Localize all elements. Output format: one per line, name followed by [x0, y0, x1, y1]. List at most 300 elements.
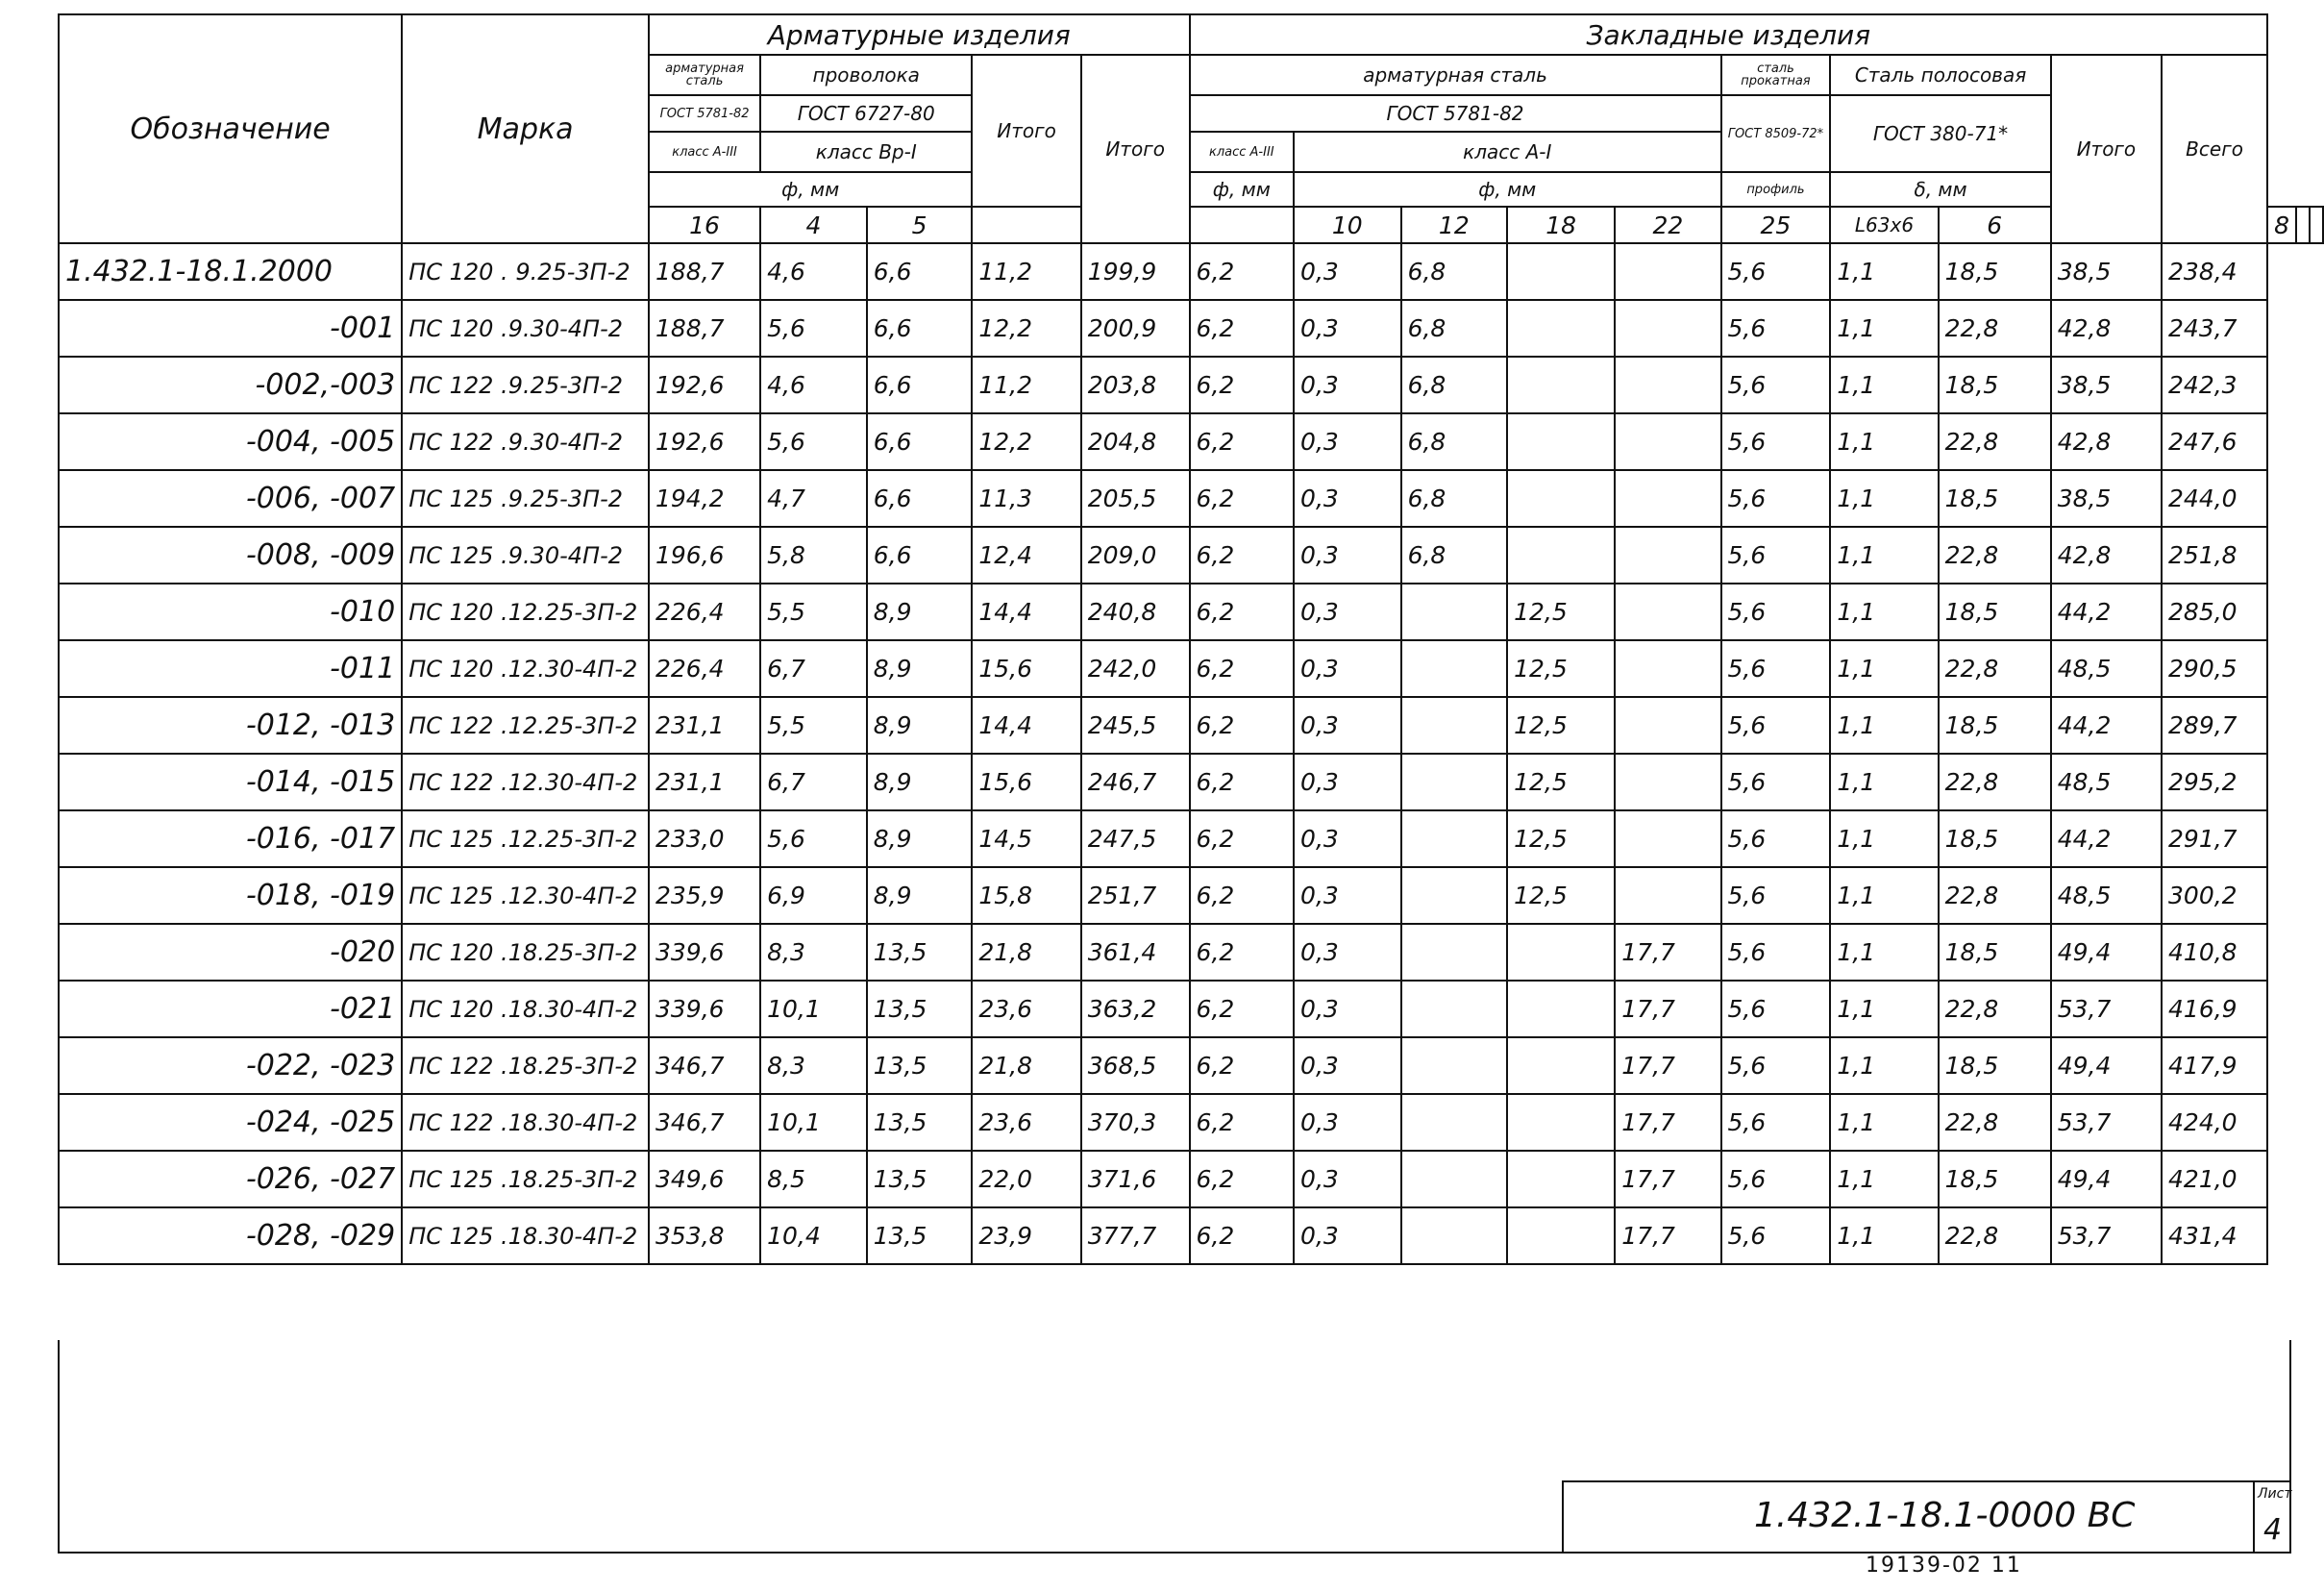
row-cell: 1,1: [1830, 981, 1938, 1037]
row-mark: ПС 125 .9.30-4П-2: [402, 527, 649, 584]
row-mark: ПС 120 .12.25-3П-2: [402, 584, 649, 640]
specification-sheet: [58, 13, 2324, 1265]
row-cell: 0,3: [1294, 810, 1401, 867]
row-cell: 6,2: [1190, 1151, 1295, 1207]
row-cell: 8,9: [867, 640, 973, 697]
row-cell: 6,8: [1401, 527, 1508, 584]
row-cell: 209,0: [1081, 527, 1190, 584]
row-cell: 18,5: [1939, 810, 2051, 867]
row-cell: 13,5: [867, 1207, 973, 1264]
row-cell: 12,5: [1507, 754, 1615, 810]
group-armaturnye: Арматурные изделия: [649, 14, 1190, 55]
row-cell: 1,1: [1830, 754, 1938, 810]
row-cell: 285,0: [2162, 584, 2267, 640]
row-cell: 6,7: [760, 640, 867, 697]
row-cell: 370,3: [1081, 1094, 1190, 1151]
row-cell: 5,5: [760, 584, 867, 640]
row-mark: ПС 120 . 9.25-3П-2: [402, 243, 649, 300]
row-cell: 22,0: [972, 1151, 1080, 1207]
row-cell: 291,7: [2162, 810, 2267, 867]
row-cell: [1507, 1094, 1615, 1151]
row-cell: [1507, 243, 1615, 300]
klass-vpi: класс Вр-I: [760, 132, 972, 172]
row-cell: 18,5: [1939, 584, 2051, 640]
row-cell: 22,8: [1939, 1094, 2051, 1151]
row-cell: 4,7: [760, 470, 867, 527]
row-cell: [1615, 300, 1720, 357]
row-cell: 226,4: [649, 584, 760, 640]
row-cell: 15,6: [972, 754, 1080, 810]
table-row: [59, 1151, 2323, 1207]
row-cell: 4,6: [760, 357, 867, 413]
row-mark: ПС 125 .18.25-3П-2: [402, 1151, 649, 1207]
row-cell: [1615, 867, 1720, 924]
row-cell: 1,1: [1830, 357, 1938, 413]
row-cell: 245,5: [1081, 697, 1190, 754]
row-cell: 17,7: [1615, 1151, 1720, 1207]
row-cell: 10,4: [760, 1207, 867, 1264]
row-cell: 44,2: [2051, 810, 2162, 867]
table-row: [59, 300, 2323, 357]
row-cell: 5,6: [1721, 1207, 1831, 1264]
row-cell: 5,6: [1721, 1151, 1831, 1207]
row-cell: 5,6: [1721, 470, 1831, 527]
row-cell: 377,7: [1081, 1207, 1190, 1264]
row-cell: 17,7: [1615, 924, 1720, 981]
col-marka: Марка: [402, 14, 649, 243]
row-cell: 431,4: [2162, 1207, 2267, 1264]
row-cell: 48,5: [2051, 754, 2162, 810]
row-cell: 6,8: [1401, 300, 1508, 357]
table-row: [59, 754, 2323, 810]
row-cell: 22,8: [1939, 1207, 2051, 1264]
subhead-empty: [2310, 207, 2323, 243]
table-row: [59, 584, 2323, 640]
row-cell: 18,5: [1939, 243, 2051, 300]
row-designation: -011: [59, 640, 402, 697]
row-cell: 6,2: [1190, 300, 1295, 357]
row-cell: [1401, 640, 1508, 697]
row-mark: ПС 125 .18.30-4П-2: [402, 1207, 649, 1264]
table-row: [59, 527, 2323, 584]
row-cell: 44,2: [2051, 697, 2162, 754]
subhead-z-prof: L63х6: [1830, 207, 1938, 243]
row-cell: 0,3: [1294, 867, 1401, 924]
row-cell: 0,3: [1294, 527, 1401, 584]
row-cell: 243,7: [2162, 300, 2267, 357]
row-cell: 204,8: [1081, 413, 1190, 470]
row-cell: 300,2: [2162, 867, 2267, 924]
row-cell: 1,1: [1830, 1207, 1938, 1264]
row-designation: -026, -027: [59, 1151, 402, 1207]
row-cell: [1507, 981, 1615, 1037]
row-cell: [1507, 413, 1615, 470]
row-cell: [1615, 243, 1720, 300]
row-cell: 194,2: [649, 470, 760, 527]
row-cell: 5,8: [760, 527, 867, 584]
row-cell: 48,5: [2051, 867, 2162, 924]
row-cell: 17,7: [1615, 1094, 1720, 1151]
row-cell: 5,6: [1721, 981, 1831, 1037]
row-cell: 5,6: [760, 413, 867, 470]
document-code: 1.432.1-18.1-0000 ВС: [1754, 1496, 2136, 1535]
subhead-arm-d4: 4: [760, 207, 867, 243]
row-cell: 8,5: [760, 1151, 867, 1207]
steel-specification-table: [58, 13, 2324, 1265]
row-cell: 12,5: [1507, 584, 1615, 640]
row-cell: 0,3: [1294, 924, 1401, 981]
gost-5781-small: ГОСТ 5781-82: [649, 95, 760, 132]
row-cell: [1615, 697, 1720, 754]
row-designation: -024, -025: [59, 1094, 402, 1151]
row-cell: [1507, 527, 1615, 584]
col-vsego: Всего: [2162, 55, 2267, 243]
row-cell: 416,9: [2162, 981, 2267, 1037]
row-cell: 53,7: [2051, 1094, 2162, 1151]
row-cell: 6,2: [1190, 1037, 1295, 1094]
row-designation: -018, -019: [59, 867, 402, 924]
row-designation: -012, -013: [59, 697, 402, 754]
row-mark: ПС 120 .18.30-4П-2: [402, 981, 649, 1037]
row-cell: 242,0: [1081, 640, 1190, 697]
row-cell: 5,6: [1721, 357, 1831, 413]
row-cell: 10,1: [760, 981, 867, 1037]
row-cell: 1,1: [1830, 413, 1938, 470]
subhead-z-s8: 8: [2267, 207, 2296, 243]
row-cell: 22,8: [1939, 754, 2051, 810]
row-cell: 363,2: [1081, 981, 1190, 1037]
row-cell: 0,3: [1294, 981, 1401, 1037]
row-cell: [1401, 1151, 1508, 1207]
row-cell: 14,4: [972, 584, 1080, 640]
row-cell: 5,6: [1721, 810, 1831, 867]
row-cell: 1,1: [1830, 924, 1938, 981]
row-mark: ПС 120 .18.25-3П-2: [402, 924, 649, 981]
row-cell: 339,6: [649, 981, 760, 1037]
gost-6727: ГОСТ 6727-80: [760, 95, 972, 132]
row-cell: 18,5: [1939, 1037, 2051, 1094]
row-cell: 1,1: [1830, 1094, 1938, 1151]
row-mark: ПС 125 .12.25-3П-2: [402, 810, 649, 867]
row-cell: 11,2: [972, 243, 1080, 300]
row-cell: 188,7: [649, 300, 760, 357]
row-cell: 6,2: [1190, 810, 1295, 867]
table-row: [59, 357, 2323, 413]
row-cell: 22,8: [1939, 527, 2051, 584]
subhead-empty: [1190, 207, 1295, 243]
row-cell: 11,3: [972, 470, 1080, 527]
row-mark: ПС 122 .9.25-3П-2: [402, 357, 649, 413]
row-cell: 13,5: [867, 1037, 973, 1094]
row-cell: 17,7: [1615, 1207, 1720, 1264]
row-cell: 6,8: [1401, 243, 1508, 300]
row-cell: 5,6: [1721, 413, 1831, 470]
row-cell: 246,7: [1081, 754, 1190, 810]
row-cell: 5,6: [760, 810, 867, 867]
row-cell: 244,0: [2162, 470, 2267, 527]
row-cell: 5,6: [1721, 1094, 1831, 1151]
row-cell: 8,9: [867, 754, 973, 810]
col-itogo-arm: Итого: [972, 55, 1080, 207]
row-cell: 6,2: [1190, 1207, 1295, 1264]
row-designation: -006, -007: [59, 470, 402, 527]
archive-stamp: 19139-02 11: [1866, 1554, 2022, 1578]
row-cell: [1507, 470, 1615, 527]
row-cell: 38,5: [2051, 243, 2162, 300]
row-cell: 13,5: [867, 924, 973, 981]
row-cell: 18,5: [1939, 924, 2051, 981]
row-cell: 247,5: [1081, 810, 1190, 867]
row-designation: -010: [59, 584, 402, 640]
row-cell: 346,7: [649, 1094, 760, 1151]
row-cell: 203,8: [1081, 357, 1190, 413]
row-cell: 192,6: [649, 357, 760, 413]
subhead-z-d12: 12: [1401, 207, 1508, 243]
subhead-z-d22: 22: [1615, 207, 1720, 243]
row-cell: [1615, 754, 1720, 810]
row-cell: 235,9: [649, 867, 760, 924]
row-cell: 18,5: [1939, 697, 2051, 754]
table-header: [59, 14, 2323, 243]
col-itogo-arm-total: Итого: [1081, 55, 1190, 243]
table-row: [59, 1037, 2323, 1094]
row-cell: 49,4: [2051, 1037, 2162, 1094]
table-row: [59, 243, 2323, 300]
row-cell: 0,3: [1294, 1207, 1401, 1264]
row-cell: 6,2: [1190, 867, 1295, 924]
row-cell: 48,5: [2051, 640, 2162, 697]
row-cell: 22,8: [1939, 981, 2051, 1037]
row-cell: 1,1: [1830, 1151, 1938, 1207]
row-cell: 13,5: [867, 981, 973, 1037]
row-mark: ПС 122 .18.25-3П-2: [402, 1037, 649, 1094]
row-cell: 6,2: [1190, 243, 1295, 300]
row-cell: 353,8: [649, 1207, 760, 1264]
table-row: [59, 1094, 2323, 1151]
row-cell: 0,3: [1294, 640, 1401, 697]
row-cell: 0,3: [1294, 697, 1401, 754]
footer-area: [58, 1340, 2291, 1554]
row-cell: 6,6: [867, 243, 973, 300]
row-cell: 53,7: [2051, 1207, 2162, 1264]
row-cell: 192,6: [649, 413, 760, 470]
row-designation: -016, -017: [59, 810, 402, 867]
row-cell: [1507, 924, 1615, 981]
row-cell: 5,6: [1721, 867, 1831, 924]
row-cell: 0,3: [1294, 470, 1401, 527]
row-cell: 13,5: [867, 1151, 973, 1207]
row-cell: 0,3: [1294, 1037, 1401, 1094]
row-cell: 6,2: [1190, 1094, 1295, 1151]
row-cell: 349,6: [649, 1151, 760, 1207]
row-cell: 6,2: [1190, 754, 1295, 810]
sheet-label: Лист: [2258, 1486, 2292, 1502]
row-cell: 188,7: [649, 243, 760, 300]
row-cell: 0,3: [1294, 300, 1401, 357]
row-cell: 410,8: [2162, 924, 2267, 981]
row-cell: 361,4: [1081, 924, 1190, 981]
col-itogo-zakl: Итого: [2051, 55, 2162, 243]
row-cell: 1,1: [1830, 300, 1938, 357]
row-cell: [1401, 924, 1508, 981]
row-cell: 5,6: [1721, 1037, 1831, 1094]
row-cell: 42,8: [2051, 413, 2162, 470]
row-mark: ПС 122 .12.30-4П-2: [402, 754, 649, 810]
row-cell: 5,5: [760, 697, 867, 754]
row-cell: 17,7: [1615, 981, 1720, 1037]
subgroup-provoloka: проволока: [760, 55, 972, 95]
row-cell: 38,5: [2051, 357, 2162, 413]
row-designation: -014, -015: [59, 754, 402, 810]
row-cell: 22,8: [1939, 867, 2051, 924]
row-cell: 8,3: [760, 924, 867, 981]
row-cell: 5,6: [1721, 300, 1831, 357]
row-cell: [1401, 697, 1508, 754]
row-cell: 6,2: [1190, 924, 1295, 981]
row-cell: 14,4: [972, 697, 1080, 754]
row-cell: 5,6: [1721, 584, 1831, 640]
row-cell: 12,5: [1507, 697, 1615, 754]
row-cell: 1,1: [1830, 470, 1938, 527]
table-row: [59, 981, 2323, 1037]
row-cell: 238,4: [2162, 243, 2267, 300]
row-cell: 18,5: [1939, 470, 2051, 527]
table-row: [59, 640, 2323, 697]
row-cell: 14,5: [972, 810, 1080, 867]
row-cell: 23,6: [972, 1094, 1080, 1151]
row-cell: [1401, 867, 1508, 924]
row-cell: 8,3: [760, 1037, 867, 1094]
subhead-empty: [972, 207, 1080, 243]
table-row: [59, 810, 2323, 867]
row-cell: [1401, 1037, 1508, 1094]
diam-zakl-ai: ф, мм: [1294, 172, 1720, 207]
row-cell: 12,5: [1507, 867, 1615, 924]
row-cell: 6,2: [1190, 357, 1295, 413]
row-cell: [1507, 1207, 1615, 1264]
row-designation: -028, -029: [59, 1207, 402, 1264]
row-cell: 6,2: [1190, 640, 1295, 697]
klass-ai: класс A-I: [1294, 132, 1720, 172]
row-designation: -022, -023: [59, 1037, 402, 1094]
subhead-arm-d5: 5: [867, 207, 973, 243]
row-cell: 200,9: [1081, 300, 1190, 357]
table-row: [59, 470, 2323, 527]
row-cell: 8,9: [867, 867, 973, 924]
row-cell: 1,1: [1830, 243, 1938, 300]
row-cell: 368,5: [1081, 1037, 1190, 1094]
row-cell: [1507, 357, 1615, 413]
klass-aiii: класс A-III: [649, 132, 760, 172]
row-cell: 240,8: [1081, 584, 1190, 640]
row-cell: 1,1: [1830, 867, 1938, 924]
row-cell: 371,6: [1081, 1151, 1190, 1207]
row-cell: 0,3: [1294, 357, 1401, 413]
subhead-z-d18: 18: [1507, 207, 1615, 243]
row-cell: 6,2: [1190, 697, 1295, 754]
row-cell: 42,8: [2051, 300, 2162, 357]
row-cell: 10,1: [760, 1094, 867, 1151]
row-cell: 6,6: [867, 413, 973, 470]
row-cell: 1,1: [1830, 810, 1938, 867]
row-cell: 6,6: [867, 470, 973, 527]
row-cell: 23,6: [972, 981, 1080, 1037]
row-mark: ПС 120 .12.30-4П-2: [402, 640, 649, 697]
row-cell: 1,1: [1830, 584, 1938, 640]
col-oboznachenie: Обозначение: [59, 14, 402, 243]
gost-8509: ГОСТ 8509-72*: [1721, 95, 1831, 172]
row-cell: 6,6: [867, 300, 973, 357]
row-cell: [1615, 357, 1720, 413]
row-cell: 6,2: [1190, 981, 1295, 1037]
row-cell: 0,3: [1294, 1151, 1401, 1207]
diam-arm: ф, мм: [649, 172, 972, 207]
subgroup-stal-prokat: сталь прокатная: [1721, 55, 1831, 95]
row-cell: 199,9: [1081, 243, 1190, 300]
row-cell: 49,4: [2051, 924, 2162, 981]
row-cell: [1401, 810, 1508, 867]
row-cell: 0,3: [1294, 754, 1401, 810]
row-cell: 12,5: [1507, 640, 1615, 697]
row-cell: 13,5: [867, 1094, 973, 1151]
row-cell: 0,3: [1294, 243, 1401, 300]
row-mark: ПС 122 .9.30-4П-2: [402, 413, 649, 470]
row-cell: 23,9: [972, 1207, 1080, 1264]
row-cell: 8,9: [867, 584, 973, 640]
row-designation: -004, -005: [59, 413, 402, 470]
row-cell: 226,4: [649, 640, 760, 697]
subhead-empty: [2296, 207, 2310, 243]
row-cell: [1615, 413, 1720, 470]
row-cell: 6,7: [760, 754, 867, 810]
table-row: [59, 924, 2323, 981]
row-designation: -020: [59, 924, 402, 981]
row-cell: 233,0: [649, 810, 760, 867]
row-cell: [1615, 470, 1720, 527]
gost-5781-zakl: ГОСТ 5781-82: [1190, 95, 1721, 132]
row-cell: [1507, 300, 1615, 357]
row-cell: 44,2: [2051, 584, 2162, 640]
row-cell: 22,8: [1939, 300, 2051, 357]
row-cell: 346,7: [649, 1037, 760, 1094]
row-cell: 339,6: [649, 924, 760, 981]
row-cell: 251,8: [2162, 527, 2267, 584]
row-cell: 6,6: [867, 527, 973, 584]
row-mark: ПС 125 .12.30-4П-2: [402, 867, 649, 924]
row-cell: 0,3: [1294, 584, 1401, 640]
row-cell: 1,1: [1830, 697, 1938, 754]
row-cell: 1,1: [1830, 1037, 1938, 1094]
table-row: [59, 867, 2323, 924]
row-cell: [1401, 981, 1508, 1037]
row-cell: 205,5: [1081, 470, 1190, 527]
row-cell: [1615, 527, 1720, 584]
row-cell: 22,8: [1939, 640, 2051, 697]
subhead-z-s6: 6: [1939, 207, 2051, 243]
row-cell: 5,6: [1721, 640, 1831, 697]
row-cell: 6,8: [1401, 357, 1508, 413]
row-cell: 5,6: [1721, 697, 1831, 754]
row-cell: 38,5: [2051, 470, 2162, 527]
row-cell: 289,7: [2162, 697, 2267, 754]
row-cell: 0,3: [1294, 1094, 1401, 1151]
row-cell: 5,6: [1721, 527, 1831, 584]
row-cell: 6,8: [1401, 470, 1508, 527]
row-cell: 6,2: [1190, 584, 1295, 640]
delta: δ, мм: [1830, 172, 2050, 207]
row-cell: 421,0: [2162, 1151, 2267, 1207]
table-row: [59, 413, 2323, 470]
